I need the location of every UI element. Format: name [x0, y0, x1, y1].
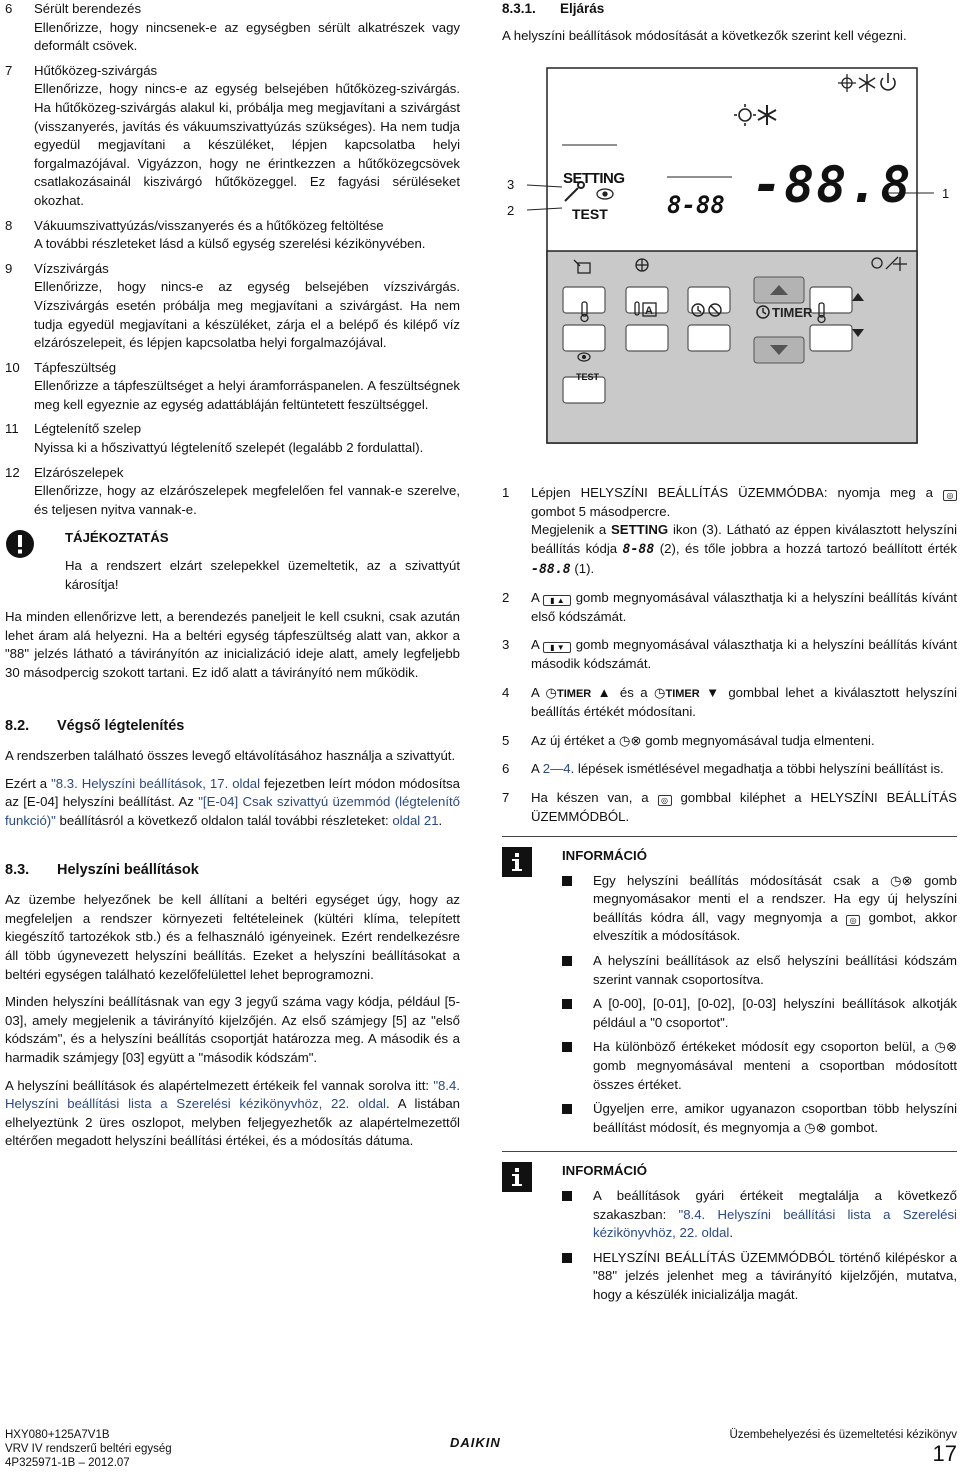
- info-bullet: HELYSZÍNI BEÁLLÍTÁS ÜZEMMÓDBÓL történő kilépéskor a "88" jelzés jelenhet meg a távirányító kijelzőjén, mutatva, hogy a készülék inicializálja magát.: [562, 1249, 957, 1305]
- code-display: 8-88: [667, 191, 725, 220]
- remote-controller-diagram: [502, 55, 957, 450]
- callout-2: 2: [507, 203, 515, 219]
- inspection-button-icon: ◎: [846, 915, 860, 926]
- check-item-7: 7 Hűtőközeg-szivárgás Ellenőrizze, hogy nincs-e az egység belsejében hűtőközeg-szivárgás. Ha hűtőközeg-szivárgás alakul ki, próbálja meg megjavítani a szivárgást (visszanyerés, javítás és vákuumszivattyúzás szükséges). Ha nem tudja egyedül megjavítani a készüléket, lépjen kapcsolatba helyi forgalmazójával. Vigyázzon, hogy ne érintkezzen a hűtőközegcsövek csatlakozásainál kiszivárgó hűtőközeggel. Ez fagyási sérüléseket okozhat.: [5, 62, 460, 211]
- check-item-9: 9 Vízszivárgás Ellenőrizze, hogy nincs-e az egység belsejében vízszivárgás. Vízszivárgás esetén próbálja meg megjavítani a szivárgást. Ha nem tudja egyedül megjavítani a készüléket, zárja el a belépő és kilépő víz elzárószelepeit, és lépjen kapcsolatba helyi forgalmazójával.: [5, 260, 460, 353]
- check-item-11: 11 Légtelenítő szelep Nyissa ki a hőszivattyú légtelenítő szelepét (legalább 2 fordulattal).: [5, 420, 460, 457]
- inspection-button-icon: ◎: [943, 490, 957, 501]
- check-item-text: Ellenőrizze, hogy nincs-e az egység belsejében hűtőközeg-szivárgás. Ha hűtőközeg-szivárgás alakul ki, próbálja meg megjavítani a szivárgást (visszanyerés, javítás és vákuumszivattyúzás szükséges). Ha nem tudja egyedül megjavítani a készüléket, lépjen kapcsolatba helyi forgalmazójával. Vigyázzon, hogy ne érintkezzen a hűtőközegcsövek csatlakozásainál kiszivárgó hűtőközeggel. Ez fagyási sérüléseket okozhat.: [34, 81, 460, 208]
- footer-product: VRV IV rendszerű beltéri egység: [5, 1443, 172, 1455]
- after-notice-paragraph: Ha minden ellenőrizve lett, a berendezés paneljeit le kell csukni, csak azután lehet áram alá helyezni. Ha a beltéri egység tápfeszültség alatt van, akkor a "88" jelzés látható a távirányítón az inicializáció ideje alatt, amely legfeljebb 30 másodpercig szokott tartani. Ez idő alatt a távirányító nem működik.: [5, 609, 460, 680]
- check-item-text: Ellenőrizze a tápfeszültséget a helyi áramforráspanelen. A feszültségnek meg kell egyeznie az egység adattábláján feltüntetett feszültséggel.: [34, 378, 460, 412]
- program-button-icon: ◷⊗: [804, 1119, 827, 1135]
- inspection-button-icon: ◎: [658, 795, 672, 806]
- section-8-2-paragraph-1: A rendszerben található összes levegő eltávolításához használja a szivattyút.: [5, 748, 456, 764]
- info-bullet: Ha különböző értékeket módosít egy csoporton belül, a ◷⊗ gomb megnyomásával menteni a csoportban módosított összes értéket.: [562, 1038, 957, 1094]
- check-item-text: Ellenőrizze, hogy nincs-e az egység belsejében vízszivárgás. Vízszivárgás esetén próbálja meg megjavítani a szivárgást. Ha nem tudja egyedül megjavítani a készüléket, zárja el a belépő és kilépő víz elzárószelepeit, és lépjen kapcsolatba helyi forgalmazójával.: [34, 279, 460, 351]
- callout-1: 1: [942, 186, 950, 202]
- program-button-icon: ◷⊗: [934, 1039, 957, 1055]
- test-label: TEST: [572, 206, 608, 223]
- page-number: 17: [932, 1441, 957, 1466]
- remote-controller-svg: [502, 55, 957, 450]
- info-icon: [502, 1162, 562, 1310]
- info-bullet: A beállítások gyári értékeit megtalálja a következő szakaszban: "8.4. Helyszíni beállítási lista a Szerelési kézikönyvhöz, 22. oldal.: [562, 1187, 957, 1243]
- callout-3: 3: [507, 177, 515, 193]
- setting-label: SETTING: [563, 170, 625, 188]
- left-column: [5, 0, 460, 1160]
- ventilation-icon: [636, 259, 648, 271]
- section-8-2-heading: 8.2. Végső légtelenítés: [5, 717, 185, 734]
- svg-text:A: A: [645, 305, 653, 318]
- info-bullet: A helyszíni beállítások az első helyszíni beállítási kódszám szerint vannak csoportosítva.: [562, 952, 957, 989]
- info-box-1: [502, 847, 957, 1143]
- footer-docid: 4P325971-1B – 2012.07: [5, 1457, 130, 1469]
- notice-box: [5, 529, 460, 594]
- check-item-title: Tápfeszültség: [34, 359, 117, 375]
- section-8-3-heading: 8.3. Helyszíni beállítások: [5, 861, 199, 878]
- check-item-8: 8 Vákuumszivattyúzás/visszanyerés és a hűtőközeg feltöltése A további részleteket lásd a külső egység szerelési kézikönyvében.: [5, 217, 460, 254]
- section-8-2-paragraph-2: Ezért a "8.3. Helyszíni beállítások, 17. oldal fejezetben leírt módon módosítsa az [E-04] helyszíni beállítást. Az "[E-04] Csak szivattyú üzemmód (légtelenítő funkció)" beállításról a következő oldalon talál további részleteket: oldal 21.: [5, 775, 460, 828]
- section-8-3-paragraph-3: A helyszíni beállítások és alapértelmezett értékeik fel vannak sorolva itt: "8.4. Helyszíni beállítási lista a Szerelési kézikönyvhöz, 22. oldal. A listában elhelyeztünk 2 üres oszlopot, melyben feljegyezhetők az alapértelmezettől eltérően megadott helyszíni beállítási értékei, és a módosítás dátuma.: [5, 1077, 460, 1149]
- step-2: 2 A ▮ ▲ gomb megnyomásával választhatja ki a helyszíni beállítás kívánt első kódszámát.: [502, 590, 957, 624]
- value-display: -88.8: [752, 156, 913, 215]
- temp-up-button-icon: ▮ ▲: [543, 595, 571, 606]
- step-3: 3 A ▮ ▼ gomb megnyomásával választhatja ki a helyszíni beállítás kívánt második kódszámát.: [502, 637, 957, 671]
- check-item-10: 10 Tápfeszültség Ellenőrizze a tápfeszültséget a helyi áramforráspanelen. A feszültségnek meg kell egyeznie az egység adattábláján feltüntetett feszültséggel.: [5, 359, 460, 415]
- check-item-title: Vízszivárgás: [34, 260, 109, 276]
- link-section-8-4[interactable]: "8.4. Helyszíni beállítási lista a Szerelési kézikönyvhöz, 22. oldal: [5, 1077, 460, 1112]
- divider: [502, 1151, 957, 1152]
- footer-manual-title: Üzembehelyezési és üzemeltetési kézikönyv: [729, 1429, 957, 1441]
- info-heading: INFORMÁCIÓ: [562, 1163, 647, 1179]
- daikin-logo: DAIKIN: [450, 1435, 501, 1450]
- info-icon: [502, 847, 562, 1143]
- info-bullet: Egy helyszíni beállítás módosítását csak a ◷⊗ gomb megnyomásakor menti el a rendszer. Ha egy új helyszíni beállítás kódra áll, vagy megnyomja a ◎ gombot, akkor elveszítik a módosítások.: [562, 872, 957, 946]
- right-column: [502, 0, 957, 1319]
- link-e04-setting[interactable]: "[E-04] Csak szivattyú üzemmód (légtelenítő funkció)": [5, 794, 460, 828]
- check-item-title: Vákuumszivattyúzás/visszanyerés és a hűtőközeg feltöltése: [34, 217, 384, 233]
- timer-up-button-icon: ◷TIMER ▲: [545, 684, 614, 700]
- link-page-21[interactable]: oldal 21: [392, 812, 439, 828]
- link-section-8-3[interactable]: "8.3. Helyszíni beállítások, 17. oldal: [51, 775, 261, 791]
- check-item-title: Légtelenítő szelep: [34, 421, 142, 437]
- divider: [502, 836, 957, 837]
- step-5: 5 Az új értéket a ◷⊗ gomb megnyomásával tudja elmenteni.: [502, 732, 875, 748]
- step-4: 4 A ◷TIMER ▲ és a ◷TIMER ▼ gombbal lehet a kiválasztott helyszíni beállítás értékét módosítani.: [502, 684, 958, 720]
- section-8-3-1-heading: 8.3.1. Eljárás: [502, 1, 605, 16]
- check-item-12: 12 Elzárószelepek Ellenőrizze, hogy az elzárószelepek megfelelően fel vannak-e szerelve, és teljesen nyitva vannak-e.: [5, 464, 460, 520]
- section-8-3-paragraph-2: Minden helyszíni beállításnak van egy 3 jegyű száma vagy kódja, például [5-03], amely megjelenik a távirányító kijelzőjén. Az első számjegy [5] az "első kódszám", és a helyszíni beállítás csoportját határozza meg. A második és a harmadik számjegy [03] együtt a "második kódszám".: [5, 994, 460, 1065]
- check-item-title: Sérült berendezés: [34, 1, 142, 16]
- step-1: 1 Lépjen HELYSZÍNI BEÁLLÍTÁS ÜZEMMÓDBA: nyomja meg a ◎ gombot 5 másodpercre. Megjelenik a SETTING ikon (3). Látható az éppen kiválasztott helyszíni beállítás kódja 8-88 (2), és tőle jobbra a hozzá tartozó beállított érték -88.8 (1).: [502, 485, 957, 577]
- check-item-text: Ellenőrizze, hogy nincsenek-e az egységben sérült alkatrészek vagy deformált csövek.: [34, 19, 460, 54]
- timer-down-button-icon: ◷TIMER ▼: [653, 684, 722, 700]
- footer-model: HXY080+125A7V1B: [5, 1429, 110, 1441]
- check-item-title: Hűtőközeg-szivárgás: [34, 62, 158, 78]
- program-button-icon: ◷⊗: [890, 872, 913, 888]
- temp-down-button-icon: ▮ ▼: [543, 642, 571, 653]
- step-7: 7 Ha készen van, a ◎ gombbal kiléphet a HELYSZÍNI BEÁLLÍTÁS ÜZEMMÓDBÓL.: [502, 789, 957, 824]
- check-item-text: Ellenőrizze, hogy az elzárószelepek megfelelően fel vannak-e szerelve, és teljesen nyitva vannak-e.: [34, 483, 460, 517]
- procedure-intro: A helyszíni beállítások módosítását a következők szerint kell végezni.: [502, 27, 907, 43]
- link-section-8-4[interactable]: "8.4. Helyszíni beállítási lista a Szerelési kézikönyvhöz, 22. oldal: [593, 1206, 957, 1241]
- timer-label-icon: TIMER: [772, 305, 813, 321]
- check-item-text: A további részleteket lásd a külső egység szerelési kézikönyvében.: [34, 236, 426, 252]
- notice-heading: TÁJÉKOZTATÁS: [65, 530, 169, 546]
- program-button-icon: ◷⊗: [618, 732, 642, 748]
- notice-text: Ha a rendszert elzárt szelepekkel üzemeltetik, az a szivattyút károsítja!: [65, 558, 460, 592]
- info-heading: INFORMÁCIÓ: [562, 848, 647, 864]
- step-6: 6 A 2—4. lépések ismétlésével megadhatja a többi helyszíni beállítást is.: [502, 761, 944, 777]
- test-button-label: TEST: [576, 372, 600, 383]
- section-8-3-paragraph-1: Az üzembe helyezőnek be kell állítani a beltéri egységet úgy, hogy az megfeleljen a rendszer környezeti feltételeinek (kültéri klíma, telepített kiegészítő tartozékok stb.) és a felhasználó igényeinek. Ezért rendelkezésre áll több úgynevezett helyszíni beállítás. Ezeket a helyszíni beállításokat a beltéri egységen található kezelőfelülettel lehet beprogramozni.: [5, 892, 460, 982]
- warning-icon: [5, 529, 65, 594]
- check-item-text: Nyissa ki a hőszivattyú légtelenítő szelepét (legalább 2 fordulattal).: [34, 440, 424, 456]
- check-item-title: Elzárószelepek: [34, 464, 124, 480]
- info-bullet: Ügyeljen erre, amikor ugyanazon csoportban több helyszíni beállítást módosít, és megnyomja a ◷⊗ gombot.: [562, 1100, 957, 1137]
- info-box-2: [502, 1162, 957, 1310]
- check-item-6: 6 Sérült berendezés Ellenőrizze, hogy nincsenek-e az egységben sérült alkatrészek vagy deformált csövek.: [5, 0, 460, 56]
- info-bullet: A [0-00], [0-01], [0-02], [0-03] helyszíni beállítások alkotják például a "0 csoportot".: [562, 995, 957, 1032]
- link-steps-2-4[interactable]: 2—4: [542, 761, 571, 777]
